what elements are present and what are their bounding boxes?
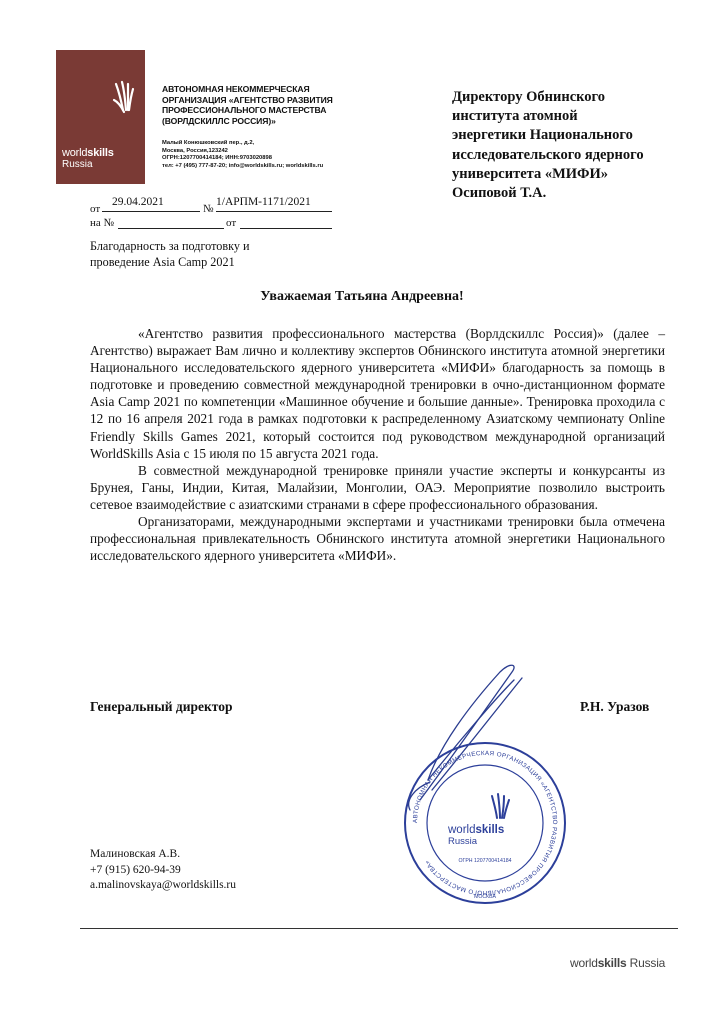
logo-wordmark: worldskills <box>62 147 114 159</box>
letter-body <box>90 325 665 564</box>
ref-number: 1/АРПМ-1171/2021 <box>216 196 311 208</box>
stamp-country: Russia <box>448 836 478 847</box>
organization-contacts <box>162 140 382 170</box>
subject-line: Благодарность за подготовку и <box>90 239 250 253</box>
stamp-ogrn: ОГРН 1207700414184 <box>458 858 512 864</box>
contact-line: a.malinovskaya@worldskills.ru <box>90 879 237 891</box>
worldskills-hand-icon <box>112 80 136 114</box>
ref-re-label: на № <box>90 217 115 229</box>
stamp-wordmark: worldskills <box>448 824 505 836</box>
addressee-line: исследовательского ядерного <box>452 146 644 163</box>
ref-date: 29.04.2021 <box>112 196 164 208</box>
org-line: АВТОНОМНАЯ НЕКОММЕРЧЕСКАЯ <box>162 84 310 94</box>
body-paragraph: Организаторами, международными экспертами и участниками тренировки была отмечена профессиональная привлекательность Обнинского института атомной энергетики Национального исследовательского ядерного университета «МИФИ». <box>90 514 665 564</box>
ref-re-from-label: от <box>226 217 237 229</box>
salutation: Уважаемая Татьяна Андреевна! <box>260 289 464 304</box>
org-contact-line: тел: +7 (495) 777-87-20; info@worldskills.ru; worldskills.ru <box>162 162 324 169</box>
ref-re-underline <box>118 228 224 229</box>
body-paragraph: В совместной международной тренировке приняли участие эксперты и конкурсанты из Брунея, Ганы, Индии, Китая, Малайзии, Монголии, ОАЭ. Мероприятие позволило выстроить сетевое взаимодействие с азиатскими странами в сфере профессионального образования. <box>90 462 665 512</box>
contact-line: +7 (915) 620-94-39 <box>90 863 181 876</box>
signatory-name: Р.Н. Уразов <box>580 699 650 714</box>
stamp-city: МОСКВА <box>474 894 496 900</box>
ref-number-label: № <box>203 203 214 215</box>
worldskills-logo <box>56 50 145 184</box>
ref-re-from-underline <box>240 228 332 229</box>
addressee <box>452 88 702 203</box>
addressee-line: университета «МИФИ» <box>452 165 609 182</box>
subject <box>90 238 350 270</box>
svg-text:АВТОНОМНАЯ НЕКОММЕРЧЕСКАЯ ОРГА <box>412 750 558 896</box>
stamp-ring-text: АВТОНОМНАЯ НЕКОММЕРЧЕСКАЯ ОРГАНИЗАЦИЯ «АГЕНТСТВО РАЗВИТИЯ ПРОФЕССИОНАЛЬНОГО МАСТЕРСТВА» <box>411 749 559 897</box>
ref-from-label: от <box>90 203 101 215</box>
subject-line: проведение Asia Camp 2021 <box>90 255 235 269</box>
contact-line: Малиновская А.В. <box>90 848 181 860</box>
signatory-role: Генеральный директор <box>90 699 233 714</box>
ref-date-underline <box>102 211 200 212</box>
organization-name <box>162 84 382 126</box>
stamp-hand-icon <box>492 794 509 818</box>
org-line: ОРГАНИЗАЦИЯ «АГЕНТСТВО РАЗВИТИЯ <box>162 94 333 105</box>
org-contact-line: Малый Конюшковский пер., д.2, <box>162 140 255 146</box>
addressee-line: энергетики Национального <box>452 127 633 144</box>
footer-logo: worldskills Russia <box>570 956 666 970</box>
addressee-line: Директору Обнинского <box>452 89 606 105</box>
executor-contact <box>90 847 236 894</box>
addressee-line: института атомной <box>452 108 578 125</box>
org-contact-line: ОГРН:1207700414184; ИНН:9703020898 <box>162 155 272 162</box>
org-line: (ВОРЛДСКИЛЛС РОССИЯ)» <box>162 115 276 126</box>
ref-number-underline <box>216 211 332 212</box>
footer-divider <box>80 928 678 929</box>
organization-stamp <box>400 738 570 908</box>
logo-country: Russia <box>62 159 93 170</box>
body-paragraph: «Агентство развития профессионального мастерства (Ворлдскиллс Россия)» (далее – Агентство) выражает Вам лично и коллективу экспертов Обнинского института атомной энергетики Национального исследовательского ядерного университета «МИФИ» благодарность за помощь в подготовке и проведению совместной международной тренировки в очно-дистанционном формате Asia Camp 2021 по компетенции «Машинное обучение и большие данные». Тренировка проходила с 12 по 16 апреля 2021 года в рамках подготовки к распределенному Азиатскому чемпионату Online Friendly Skills Games 2021, который состоится под руководством международной организаций WorldSkills Asia с 15 июля по 15 августа 2021 года. <box>90 326 665 461</box>
addressee-line: Осиповой Т.А. <box>452 185 547 202</box>
org-line: ПРОФЕССИОНАЛЬНОГО МАСТЕРСТВА <box>162 105 327 115</box>
org-contact-line: Москва, Россия,123242 <box>162 147 228 154</box>
